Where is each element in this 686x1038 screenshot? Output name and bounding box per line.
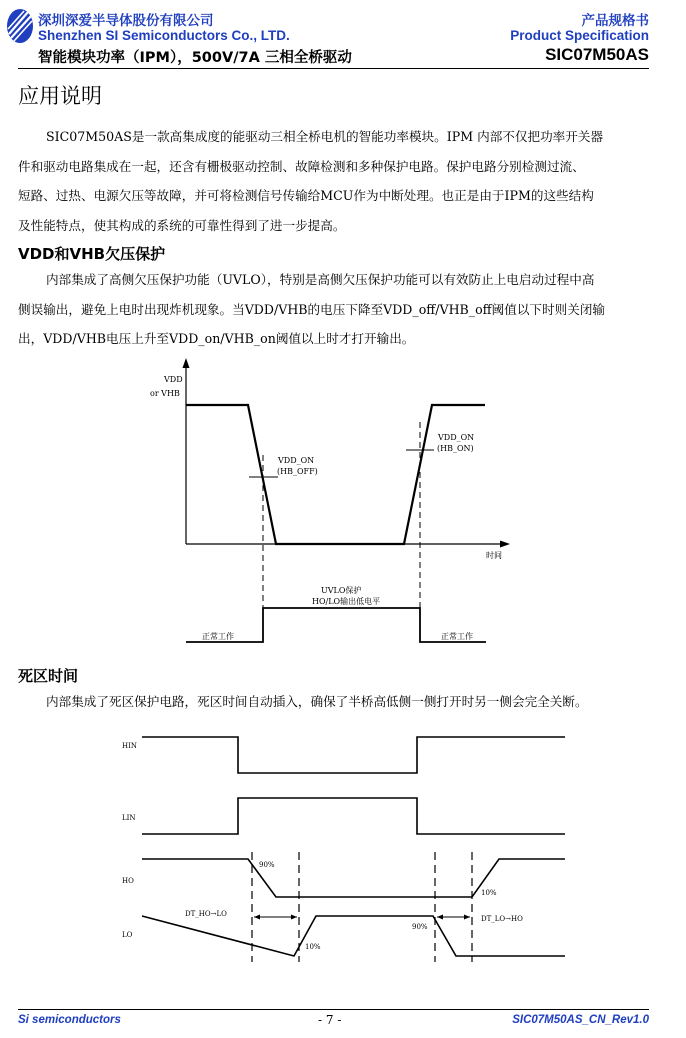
intro-line: 及性能特点，使其构成的系统的可靠性得到了进一步提高。 bbox=[18, 217, 346, 233]
uvlo-line: 出，VDD/VHB电压上升至VDD_on/VHB_on阈值以上时才打开输出。 bbox=[18, 331, 415, 346]
dt-ho-lo-arrow-left bbox=[254, 915, 260, 920]
uvlo-protect-label-1: UVLO保护 bbox=[321, 586, 362, 595]
dt-ho-lo-label: DT_HO→LO bbox=[185, 910, 227, 918]
lin-label: LIN bbox=[122, 814, 136, 822]
deadtime-heading: 死区时间 bbox=[18, 667, 79, 685]
lin-waveform bbox=[142, 798, 565, 834]
page-number: - 7 - bbox=[318, 1013, 342, 1027]
footer-company: Si semiconductors bbox=[18, 1014, 121, 1026]
uvlo-on-label-2: (HB_ON) bbox=[437, 444, 474, 453]
intro-line: SIC07M50AS是一款高集成度的能驱动三相全桥电机的智能功率模块。IPM 内部不仅把功率开关器 bbox=[46, 129, 604, 144]
uvlo-protect-label-2: HO/LO输出低电平 bbox=[312, 597, 381, 606]
ho-waveform bbox=[142, 859, 565, 897]
ho-10-right: 10% bbox=[481, 889, 497, 897]
company-name-en: Shenzhen SI Semiconductors Co., LTD. bbox=[38, 28, 290, 43]
uvlo-on-label-1: VDD_ON bbox=[438, 433, 475, 442]
dt-ho-lo-arrow-right bbox=[291, 915, 297, 920]
doc-type-en: Product Specification bbox=[510, 28, 649, 43]
doc-subtitle: 智能模块功率（IPM），500V/7A 三相全桥驱动 bbox=[38, 50, 352, 66]
lo-90-right: 90% bbox=[412, 923, 428, 931]
ho-90-left: 90% bbox=[259, 861, 275, 869]
intro-line: 件和驱动电路集成在一起，还含有栅极驱动控制、故障检测和多种保护电路。保护电路分别检测过流、 bbox=[18, 158, 585, 174]
uvlo-x-label: 时间 bbox=[486, 551, 502, 560]
part-number: SIC07M50AS bbox=[545, 45, 649, 64]
uvlo-normal-left: 正常工作 bbox=[202, 632, 234, 641]
intro-line: 短路、过热、电源欠压等故障，并可将检测信号传输给MCU作为中断处理。也正是由于IPM的这些结构 bbox=[18, 188, 594, 203]
footer-rule bbox=[18, 1009, 649, 1010]
dt-lo-ho-arrow-left bbox=[437, 915, 443, 920]
lo-label: LO bbox=[122, 931, 133, 939]
hin-label: HIN bbox=[122, 742, 137, 750]
dt-lo-ho-arrow-right bbox=[464, 915, 470, 920]
doc-type-cn: 产品规格书 bbox=[581, 13, 649, 29]
lo-10-left: 10% bbox=[305, 943, 321, 951]
company-name-cn: 深圳深爱半导体股份有限公司 bbox=[38, 13, 214, 29]
uvlo-heading: VDD和VHB欠压保护 bbox=[18, 245, 166, 263]
footer-revision: SIC07M50AS_CN_Rev1.0 bbox=[512, 1014, 649, 1026]
deadtime-line: 内部集成了死区保护电路，死区时间自动插入，确保了半桥高低侧一侧打开时另一侧会完全关断。 bbox=[46, 694, 588, 709]
section-title: 应用说明 bbox=[18, 84, 102, 108]
hin-waveform bbox=[142, 737, 565, 773]
uvlo-off-label-2: (HB_OFF) bbox=[277, 467, 318, 476]
uvlo-y-label-1: VDD bbox=[164, 375, 183, 384]
ho-label: HO bbox=[122, 877, 134, 885]
uvlo-normal-right: 正常工作 bbox=[441, 632, 473, 641]
uvlo-line: 内部集成了高侧欠压保护功能（UVLO），特别是高侧欠压保护功能可以有效防止上电启动过程中高 bbox=[46, 272, 595, 287]
dt-lo-ho-label: DT_LO→HO bbox=[481, 915, 523, 923]
uvlo-y-label-2: or VHB bbox=[150, 389, 180, 398]
uvlo-off-label-1: VDD_ON bbox=[278, 456, 315, 465]
uvlo-line: 侧误输出，避免上电时出现炸机现象。当VDD/VHB的电压下降至VDD_off/VHB_off阈值以下时则关闭输 bbox=[18, 301, 605, 317]
